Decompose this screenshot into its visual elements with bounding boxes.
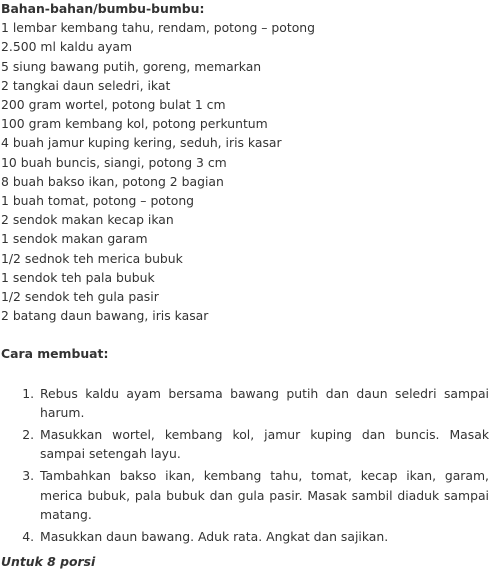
step-item: 2. Masukkan wortel, kembang kol, jamur kuping dan buncis. Masak sampai setengah layu. (38, 425, 489, 463)
ingredient-item: 100 gram kembang kol, potong perkuntum (1, 116, 268, 132)
ingredient-item: 8 buah bakso ikan, potong 2 bagian (1, 173, 224, 189)
ingredient-item: 5 siung bawang putih, goreng, memarkan (1, 58, 262, 74)
ingredient-item: 1 buah tomat, potong – potong (1, 193, 195, 209)
ingredient-item: 1/2 sednok teh merica bubuk (1, 250, 183, 266)
ingredient-item: 1 sendok teh pala bubuk (1, 269, 155, 285)
steps-list (1, 384, 489, 547)
ingredient-item: 1/2 sendok teh gula pasir (1, 289, 159, 305)
serving-note: Untuk 8 porsi (1, 554, 96, 570)
ingredient-item: 1 sendok makan garam (1, 231, 148, 247)
step-item: 3. Tambahkan bakso ikan, kembang tahu, tomat, kecap ikan, garam, merica bubuk, pala bubuk dan gula pasir. Masak sambil diaduk sampai matang. (38, 466, 489, 524)
ingredients-list (1, 18, 489, 325)
ingredient-item: 200 gram wortel, potong bulat 1 cm (1, 97, 226, 113)
method-heading: Cara membuat: (1, 346, 109, 362)
recipe-document (1, 0, 489, 571)
ingredient-item: 2.500 ml kaldu ayam (1, 39, 133, 55)
ingredient-item: 1 lembar kembang tahu, rendam, potong – potong (1, 20, 316, 36)
step-item: 4. Masukkan daun bawang. Aduk rata. Angkat dan sajikan. (38, 527, 489, 546)
ingredient-item: 2 batang daun bawang, iris kasar (1, 308, 209, 324)
ingredient-item: 10 buah buncis, siangi, potong 3 cm (1, 154, 227, 170)
step-item: 1. Rebus kaldu ayam bersama bawang putih dan daun seledri sampai harum. (38, 384, 489, 422)
ingredient-item: 4 buah jamur kuping kering, seduh, iris kasar (1, 135, 282, 151)
ingredient-item: 2 sendok makan kecap ikan (1, 212, 174, 228)
ingredient-item: 2 tangkai daun seledri, ikat (1, 77, 171, 93)
ingredients-heading: Bahan-bahan/bumbu-bumbu: (1, 1, 205, 16)
